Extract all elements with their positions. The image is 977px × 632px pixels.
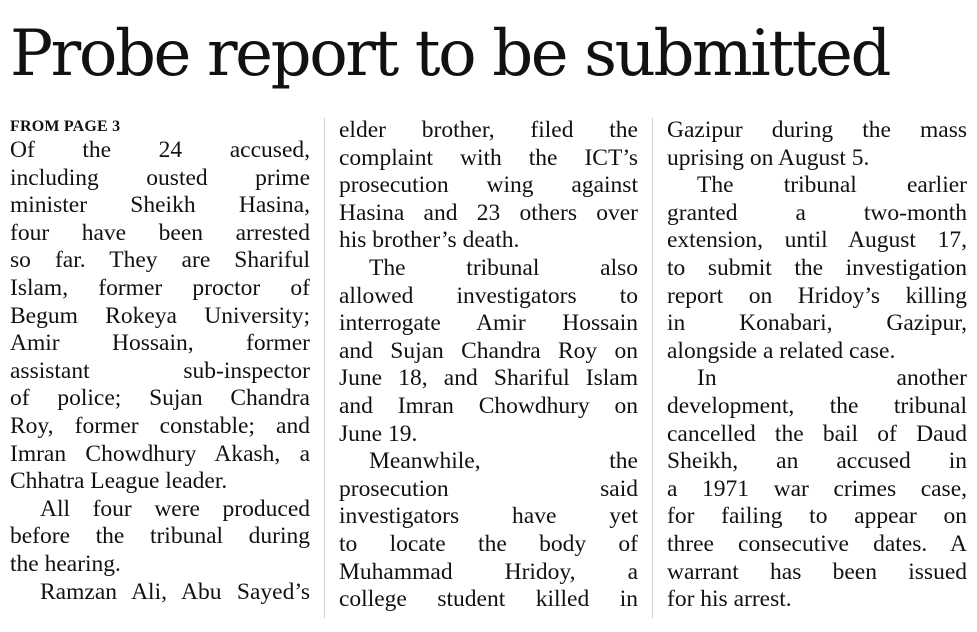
body-text-line: Amir Hossain, former (10, 330, 310, 357)
body-text-line: June 18, and Shariful Islam (339, 365, 638, 392)
body-text-line: assistant sub-inspector (10, 357, 310, 384)
body-text-line: and Imran Chowdhury on (339, 392, 638, 419)
body-text-line: Muhammad Hridoy, a (339, 558, 638, 585)
body-text-line: granted a two-month (667, 199, 967, 226)
body-text-line: three consecutive dates. A (667, 530, 967, 557)
body-text-line: investigators have yet (339, 503, 638, 530)
body-text-line: minister Sheikh Hasina, (10, 192, 310, 219)
article-column-3 (667, 117, 967, 618)
body-text-line: Of the 24 accused, (10, 137, 310, 163)
body-text-line: warrant has been issued (667, 558, 967, 585)
body-text-line: elder brother, filed the (339, 117, 638, 143)
body-text-line: for his arrest. (667, 586, 792, 613)
body-text-line: before the tribunal during (10, 523, 310, 550)
body-text-line: alongside a related case. (667, 337, 896, 364)
body-text-line: extension, until August 17, (667, 227, 967, 254)
body-text-line: including ousted prime (10, 164, 310, 191)
column-divider (324, 118, 325, 618)
body-text-line: cancelled the bail of Daud (667, 420, 967, 447)
body-text-line: so far. They are Shariful (10, 247, 310, 274)
body-text-line: complaint with the ICT’s (339, 144, 638, 171)
body-text-line: for failing to appear on (667, 503, 967, 530)
body-text-line: in Konabari, Gazipur, (667, 310, 967, 337)
body-text-line: Gazipur during the mass (667, 117, 967, 143)
body-text-line: Meanwhile, the (369, 448, 638, 475)
body-text-line: report on Hridoy’s killing (667, 282, 967, 309)
body-text-line: prosecution said (339, 475, 638, 502)
body-text-line: The tribunal earlier (697, 172, 967, 199)
body-text-line: prosecution wing against (339, 172, 638, 199)
body-text-line: Ramzan Ali, Abu Sayed’s (40, 578, 310, 605)
body-text-line: and Sujan Chandra Roy on (339, 337, 638, 364)
body-text-line: allowed investigators to (339, 282, 638, 309)
body-text-line: of police; Sujan Chandra (10, 385, 310, 412)
body-text-line: Hasina and 23 others over (339, 199, 638, 226)
body-text-line: Sheikh, an accused in (667, 448, 967, 475)
body-text-line: college student killed in (339, 586, 638, 613)
article-column-2 (339, 117, 638, 618)
body-text-line: uprising on August 5. (667, 144, 870, 171)
body-text-line: interrogate Amir Hossain (339, 310, 638, 337)
body-text-line: Roy, former constable; and (10, 412, 310, 439)
body-text-line: Chhatra League leader. (10, 468, 228, 495)
body-text-line: to locate the body of (339, 530, 638, 557)
body-text-line: In another (697, 365, 967, 392)
headline: Probe report to be submitted (10, 17, 890, 91)
body-text-line: Imran Chowdhury Akash, a (10, 440, 310, 467)
body-text-line: four have been arrested (10, 219, 310, 246)
body-text-line: All four were produced (40, 495, 310, 522)
body-text-line: development, the tribunal (667, 392, 967, 419)
body-text-line: Islam, former proctor of (10, 274, 310, 301)
body-text-line: the hearing. (10, 550, 121, 577)
body-text-line: a 1971 war crimes case, (667, 475, 967, 502)
column-divider (652, 118, 653, 618)
continuation-kicker: FROM PAGE 3 (10, 118, 121, 135)
body-text-line: to submit the investigation (667, 254, 967, 281)
body-text-line: The tribunal also (369, 254, 638, 281)
body-text-line: Begum Rokeya University; (10, 302, 310, 329)
article-column-1 (10, 117, 310, 618)
body-text-line: June 19. (339, 420, 418, 447)
body-text-line: his brother’s death. (339, 227, 520, 254)
